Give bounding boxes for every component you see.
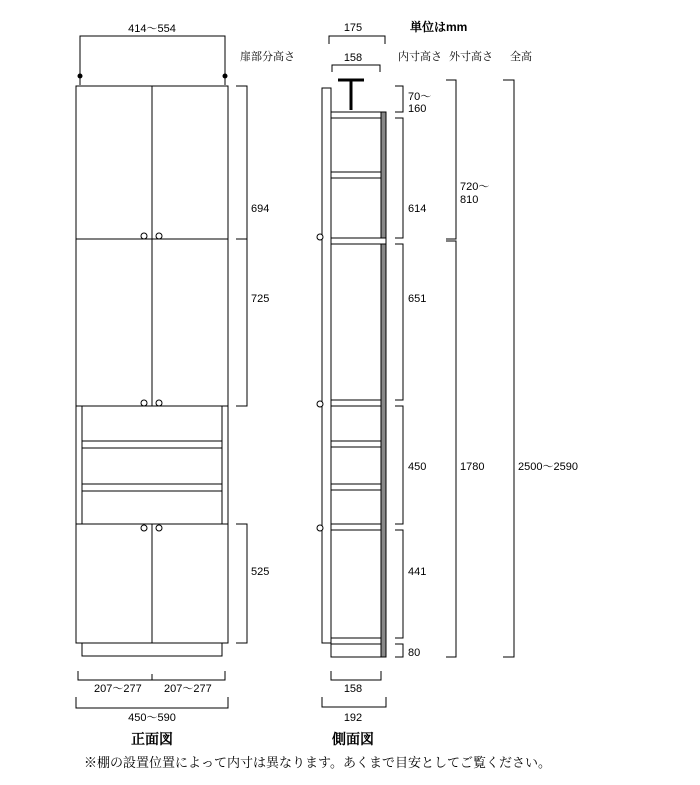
inner-height-label-5: 80 — [408, 647, 421, 659]
top-adjuster-knob-right — [223, 74, 228, 79]
shelf-board — [331, 484, 381, 490]
footnote: ※棚の設置位置によって内寸は異なります。あくまで目安としてご覧ください。 — [84, 755, 551, 770]
inner-height-top-label-1: 70〜 — [408, 91, 432, 103]
inner-height-bracket-top — [395, 86, 403, 112]
inner-height-label-1: 614 — [408, 203, 427, 215]
top-board — [331, 112, 381, 118]
inner-height-bracket-3 — [395, 406, 403, 524]
total-depth-label: 192 — [343, 712, 363, 724]
side-cabinet-body — [331, 112, 381, 643]
unit-label: 単位はmm — [410, 20, 468, 34]
outer-height-lower-label: 1780 — [460, 461, 485, 473]
upper-door-left — [76, 86, 152, 239]
top-depth-dimension-line — [329, 36, 385, 44]
top-adjuster-knob-left — [78, 74, 83, 79]
bottom-board — [331, 638, 381, 644]
total-height-bracket — [503, 80, 514, 657]
outer-height-bracket-upper — [446, 80, 456, 239]
inner-height-label-2: 651 — [408, 293, 427, 305]
door-height-lower-label: 525 — [251, 566, 270, 578]
outer-height-upper-label-1: 720〜 — [460, 181, 490, 193]
inner-height-label-3: 450 — [408, 461, 427, 473]
door-knob-icon — [156, 233, 162, 239]
middle-door-right — [152, 239, 228, 406]
door-height-bracket-upper — [236, 86, 247, 239]
front-view-caption: 正面図 — [131, 731, 173, 747]
front-view — [76, 23, 269, 747]
top-width-dimension-line — [80, 36, 225, 75]
total-depth-dimension-line — [322, 697, 386, 707]
total-height-label: 2500〜2590 — [518, 461, 578, 473]
side-view — [317, 22, 578, 747]
shelf-board — [331, 441, 381, 447]
bottom-inner-depth-dimension-line — [331, 671, 381, 680]
outer-height-header: 外寸高さ — [449, 51, 493, 63]
divider-board — [331, 238, 386, 244]
inner-height-bracket-1 — [395, 118, 403, 238]
shelf-board — [82, 484, 222, 491]
top-inner-depth-label: 158 — [343, 52, 363, 64]
side-view-caption: 側面図 — [332, 731, 374, 747]
door-knob-icon — [317, 525, 323, 531]
outer-height-bracket-lower — [446, 241, 456, 657]
top-depth-label: 175 — [343, 22, 363, 34]
top-inner-depth-dimension-line — [332, 65, 380, 72]
door-knob-icon — [156, 525, 162, 531]
total-height-header: 全高 — [510, 51, 532, 63]
bottom-left-width-label: 207〜277 — [94, 683, 142, 695]
lower-door-left — [76, 524, 152, 643]
door-knob-icon — [317, 234, 323, 240]
door-knob-icon — [141, 400, 147, 406]
middle-door-left — [76, 239, 152, 406]
bottom-inner-depth-label: 158 — [343, 683, 363, 695]
door-knob-icon — [141, 525, 147, 531]
door-height-header: 扉部分高さ — [240, 51, 295, 63]
inner-height-bracket-5 — [395, 644, 403, 657]
side-plinth — [331, 644, 381, 657]
plinth — [82, 643, 222, 656]
door-knob-icon — [317, 401, 323, 407]
open-section-inner — [82, 406, 222, 524]
inner-height-bracket-2 — [395, 244, 403, 400]
inner-height-header: 内寸高さ — [398, 51, 442, 63]
lower-door-right — [152, 524, 228, 643]
door-height-bracket-middle — [236, 239, 247, 406]
bottom-right-width-label: 207〜277 — [164, 683, 212, 695]
shelf-board — [82, 441, 222, 448]
door-height-middle-label: 725 — [251, 293, 270, 305]
shelf-board — [331, 400, 381, 406]
total-width-dimension-line — [76, 697, 228, 708]
side-door-panel — [322, 88, 331, 643]
back-panel — [381, 112, 386, 657]
inner-height-top-label-2: 160 — [408, 103, 427, 115]
open-shelf-section — [76, 406, 228, 524]
inner-height-label-4: 441 — [408, 566, 427, 578]
shelf-board — [331, 524, 381, 530]
door-knob-icon — [141, 233, 147, 239]
inner-height-bracket-4 — [395, 530, 403, 638]
top-width-label: 414〜554 — [128, 23, 176, 35]
door-height-bracket-lower — [236, 524, 247, 643]
outer-height-upper-label-2: 810 — [460, 194, 479, 206]
door-height-upper-label: 694 — [251, 203, 270, 215]
shelf-board — [331, 172, 381, 178]
door-knob-icon — [156, 400, 162, 406]
upper-door-right — [152, 86, 228, 239]
total-width-label: 450〜590 — [128, 712, 176, 724]
